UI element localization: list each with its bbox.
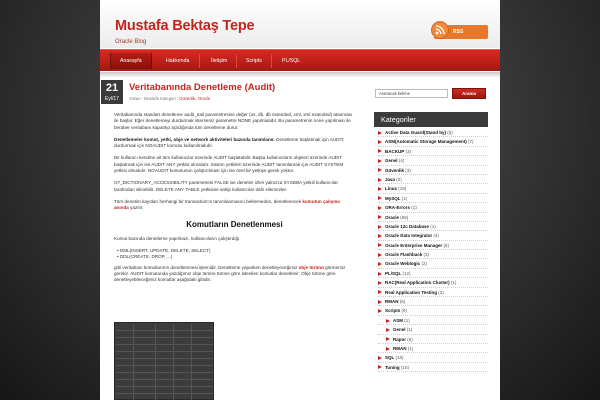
category-count: (1) bbox=[401, 195, 408, 201]
post-text: Denetleme başlatmak için AUDIT, durdurmak için NOAUDIT komutu kullanılmalıdır. bbox=[114, 136, 345, 149]
category-item[interactable] bbox=[378, 213, 488, 222]
category-count: (1) bbox=[406, 327, 413, 333]
category-list bbox=[378, 128, 488, 372]
category-name: RMAN bbox=[385, 299, 399, 305]
category-name: Active Data Guard(Stand by) bbox=[385, 130, 447, 135]
post-title[interactable]: Veritabanında Denetleme (Audit) bbox=[129, 82, 276, 93]
category-count: (18) bbox=[395, 355, 404, 361]
post-paragraph bbox=[114, 265, 355, 284]
category-name: PL/SQL bbox=[385, 270, 402, 276]
category-name: Java bbox=[385, 176, 396, 182]
arrow-bullet-icon bbox=[378, 281, 382, 285]
category-item[interactable] bbox=[378, 363, 488, 372]
category-item[interactable] bbox=[378, 175, 488, 184]
category-count: (6) bbox=[407, 336, 413, 342]
category-name: Genel bbox=[385, 158, 398, 164]
category-name: Oracle Enterprise Manager bbox=[385, 242, 443, 248]
category-item[interactable] bbox=[378, 306, 488, 315]
category-name: Genel bbox=[393, 327, 406, 333]
table-column-line bbox=[155, 324, 156, 400]
post-day: 21 bbox=[105, 82, 119, 94]
post-text: görmemiz gerekir. AUDIT komutunda yazdığımız obje türüne türüne göre istenilen komutlar denetlenir. Obje türüne göre denetleyebileceğimiz komutlar aşağıdaki gibidir. bbox=[114, 264, 346, 283]
table-column-line bbox=[133, 324, 134, 400]
category-item[interactable] bbox=[378, 325, 488, 334]
table-row bbox=[116, 330, 213, 331]
list-item: • DML(INSERT, UPDATE, DELETE, SELECT) bbox=[117, 248, 355, 254]
category-count: (1) bbox=[450, 280, 457, 286]
category-count: (1) bbox=[411, 205, 417, 211]
arrow-bullet-icon bbox=[378, 168, 382, 172]
post-month: Eyl/17 bbox=[105, 96, 119, 102]
category-item[interactable] bbox=[378, 241, 488, 250]
category-name: ASM bbox=[393, 317, 403, 323]
category-item[interactable] bbox=[378, 259, 488, 268]
category-name: MySQL bbox=[385, 195, 401, 201]
category-count: (3) bbox=[405, 167, 411, 173]
category-item[interactable] bbox=[378, 156, 488, 165]
post-paragraph: Veritabanında standart denetleme audit_trail parametresine değer (os, db, db extended, xml, xml extended) atanması ile başlar. Eğer denetlemeyi durdurmak isterseniz parametre NONE yapılmalıdır. Bu parametrenin none yapılması ile beraber veritabanı kapatılıp açıldığında tüm denetleme durur. bbox=[114, 112, 353, 130]
category-count: (3) bbox=[423, 252, 430, 258]
category-count: (2) bbox=[438, 289, 444, 295]
category-item[interactable] bbox=[378, 278, 488, 287]
nav-item-iletisim[interactable]: İletişim bbox=[211, 58, 228, 64]
nav-item-hakkimda[interactable]: Hakkımda bbox=[166, 58, 190, 64]
category-item[interactable] bbox=[378, 147, 488, 156]
arrow-bullet-icon bbox=[378, 215, 382, 219]
nav-separator bbox=[236, 54, 237, 68]
category-count: (4) bbox=[398, 158, 405, 164]
post-meta bbox=[129, 96, 210, 101]
category-item[interactable] bbox=[378, 269, 488, 278]
arrow-bullet-icon bbox=[378, 234, 382, 238]
arrow-bullet-icon bbox=[386, 319, 390, 323]
category-name: Scripts bbox=[385, 308, 401, 314]
category-count: (12) bbox=[402, 270, 411, 276]
category-count: (1) bbox=[404, 317, 410, 323]
arrow-bullet-icon bbox=[378, 178, 382, 182]
table-row bbox=[116, 365, 213, 366]
main-nav bbox=[100, 49, 500, 71]
site-description: Oracle Blog bbox=[115, 39, 147, 45]
nav-item-scripts[interactable]: Scripts bbox=[246, 58, 262, 64]
rss-icon[interactable] bbox=[431, 21, 449, 39]
date-badge bbox=[101, 80, 123, 104]
arrow-bullet-icon bbox=[378, 300, 382, 304]
post-paragraph: Bir kullanıcı kendine ait tüm kullanıcılar üzerinde AUDIT başlatabilir. Başka kullanıcıların objeleri üzerinde AUDIT başlatmak için ise AUDIT ANY yetkisi olmalıdır. Sistem yetkileri üzerinde AUDIT tanımlamak için AUDIT SYSTEM yetkisi olmalıdır. NOAUDIT komutunun çalıştırılması için ise özel bir yetkiye gerek yoktur. bbox=[114, 155, 344, 174]
category-count: (5) bbox=[447, 130, 453, 135]
category-name: Oracle Data Integrator bbox=[385, 233, 433, 239]
category-name: Rapor bbox=[393, 336, 407, 342]
table-row bbox=[116, 351, 213, 352]
section-intro: Komut bazında denetleme yapılmazı, kullanıcıların çalıştırdığı, bbox=[114, 235, 241, 241]
arrow-bullet-icon bbox=[378, 131, 382, 135]
category-count: (2) bbox=[396, 176, 402, 182]
category-name: ASM(Automatic Storage Management) bbox=[385, 139, 467, 145]
category-name: Real Application Testing bbox=[385, 289, 438, 295]
table-column-line bbox=[191, 324, 192, 400]
arrow-bullet-icon bbox=[378, 253, 382, 257]
post-body bbox=[114, 112, 355, 290]
sidebar-heading: Kategoriler bbox=[374, 112, 488, 127]
table-row bbox=[116, 344, 213, 345]
arrow-bullet-icon bbox=[378, 196, 382, 200]
arrow-bullet-icon bbox=[378, 206, 382, 210]
post-categories-link[interactable]: Güvenlik, Oracle bbox=[179, 96, 211, 101]
category-item[interactable] bbox=[378, 353, 488, 362]
arrow-bullet-icon bbox=[378, 243, 382, 247]
post-text: yazılır. bbox=[130, 205, 144, 211]
category-item[interactable] bbox=[378, 128, 488, 137]
category-item[interactable] bbox=[378, 250, 488, 259]
post-highlight-text: komutun çalışma anında bbox=[114, 198, 340, 211]
section-heading: Komutların Denetlenmesi bbox=[186, 219, 283, 229]
arrow-bullet-icon bbox=[378, 290, 382, 294]
category-item[interactable] bbox=[378, 344, 488, 353]
arrow-bullet-icon bbox=[386, 328, 390, 332]
category-name: Güvenlik bbox=[385, 167, 405, 173]
arrow-bullet-icon bbox=[378, 365, 382, 369]
category-name: Tuning bbox=[385, 364, 400, 370]
category-count: (6) bbox=[399, 299, 406, 305]
category-name: Linux bbox=[385, 186, 397, 192]
table-row bbox=[116, 393, 213, 394]
arrow-bullet-icon bbox=[378, 149, 382, 153]
post-meta-prefix: Yazan : Mustafa Kategori : bbox=[129, 96, 179, 101]
category-count: (7) bbox=[468, 139, 474, 145]
category-name: RAC(Real Application Cluster) bbox=[385, 280, 450, 286]
table-row bbox=[116, 337, 213, 338]
nav-separator bbox=[199, 54, 200, 68]
category-count: (3) bbox=[405, 148, 412, 154]
category-count: (6) bbox=[443, 242, 450, 248]
nav-shadow bbox=[100, 72, 500, 78]
arrow-bullet-icon bbox=[378, 140, 382, 144]
table-column-line bbox=[173, 324, 174, 400]
arrow-bullet-icon bbox=[378, 272, 382, 276]
command-list bbox=[117, 248, 355, 261]
category-item[interactable] bbox=[378, 166, 488, 175]
arrow-bullet-icon bbox=[378, 187, 382, 191]
post-text: Tüm denetim kayıtları herhangi bir transaction'ın tanımlanmasını beklemeden, denetlenecek bbox=[114, 198, 302, 204]
post-highlight-text: obje türünü bbox=[298, 264, 324, 270]
category-count: (2) bbox=[421, 261, 427, 267]
table-row bbox=[116, 372, 213, 373]
post-text: gibi veritabanı komutlarının denetlenmesi işlemidir. Denetleme yaparken denetleyeceğimiz bbox=[114, 264, 298, 270]
post-bold-text: Denetlemeler komut, yetki, obje ve network aktiviteleri bazında tanımlanır. bbox=[114, 136, 275, 142]
rss-label: RSS bbox=[453, 29, 464, 35]
category-count: (1) bbox=[430, 223, 436, 229]
category-name: ORA-Errors bbox=[385, 205, 411, 211]
category-item[interactable] bbox=[378, 335, 488, 344]
table-row bbox=[116, 379, 213, 380]
nav-item-anasayfa[interactable]: Anasayfa bbox=[110, 53, 152, 69]
nav-separator bbox=[271, 54, 272, 68]
post-paragraph: O7_DICTIONARY_ACCESSIBILITY parametresi FALSE ise denetim izleri yalnızca SYSDBA yetkili kullanıcılar tarafından silinebilir. DELETE ANY TABLE yetkisine sahip kullanıcılar dahi silemezler. bbox=[114, 180, 338, 192]
category-name: SQL bbox=[385, 355, 395, 361]
category-count: (4) bbox=[433, 233, 440, 239]
category-count: (1) bbox=[407, 345, 414, 351]
arrow-bullet-icon bbox=[378, 356, 382, 360]
page-container bbox=[100, 0, 500, 400]
arrow-bullet-icon bbox=[378, 262, 382, 266]
category-item[interactable] bbox=[378, 222, 488, 231]
category-name: Oracle bbox=[385, 214, 400, 220]
category-item[interactable] bbox=[378, 231, 488, 240]
arrow-bullet-icon bbox=[386, 337, 390, 341]
arrow-bullet-icon bbox=[386, 347, 390, 351]
category-item[interactable] bbox=[378, 316, 488, 325]
category-count: (69) bbox=[400, 214, 409, 220]
category-name: Oracle Flashback bbox=[385, 252, 423, 258]
search-button[interactable]: Arama bbox=[452, 88, 486, 99]
category-item[interactable] bbox=[378, 184, 488, 193]
category-item[interactable] bbox=[378, 194, 488, 203]
category-name: BACKUP bbox=[385, 148, 405, 154]
nav-item-plsql[interactable]: PL/SQL bbox=[282, 58, 301, 64]
category-item[interactable] bbox=[378, 203, 488, 212]
post-paragraph bbox=[114, 199, 355, 212]
arrow-bullet-icon bbox=[378, 225, 382, 229]
arrow-bullet-icon bbox=[378, 309, 382, 313]
post-paragraph bbox=[114, 137, 355, 150]
category-item[interactable] bbox=[378, 297, 488, 306]
category-name: Oracle 12c Database bbox=[385, 223, 430, 229]
site-header bbox=[100, 0, 500, 48]
category-name: RMAN bbox=[393, 345, 407, 351]
audit-options-table bbox=[114, 322, 214, 400]
table-row bbox=[116, 358, 213, 359]
list-item: • DDL(CREATE, DROP, ...) bbox=[117, 254, 355, 260]
category-count: (19) bbox=[398, 186, 407, 192]
category-count: (15) bbox=[400, 364, 409, 370]
site-title[interactable]: Mustafa Bektaş Tepe bbox=[115, 18, 255, 34]
category-item[interactable] bbox=[378, 288, 488, 297]
search-input[interactable] bbox=[375, 89, 448, 98]
arrow-bullet-icon bbox=[378, 159, 382, 163]
category-count: (9) bbox=[401, 308, 408, 314]
category-item[interactable] bbox=[378, 137, 488, 146]
category-name: Oracle Weblogic bbox=[385, 261, 421, 267]
table-row bbox=[116, 386, 213, 387]
